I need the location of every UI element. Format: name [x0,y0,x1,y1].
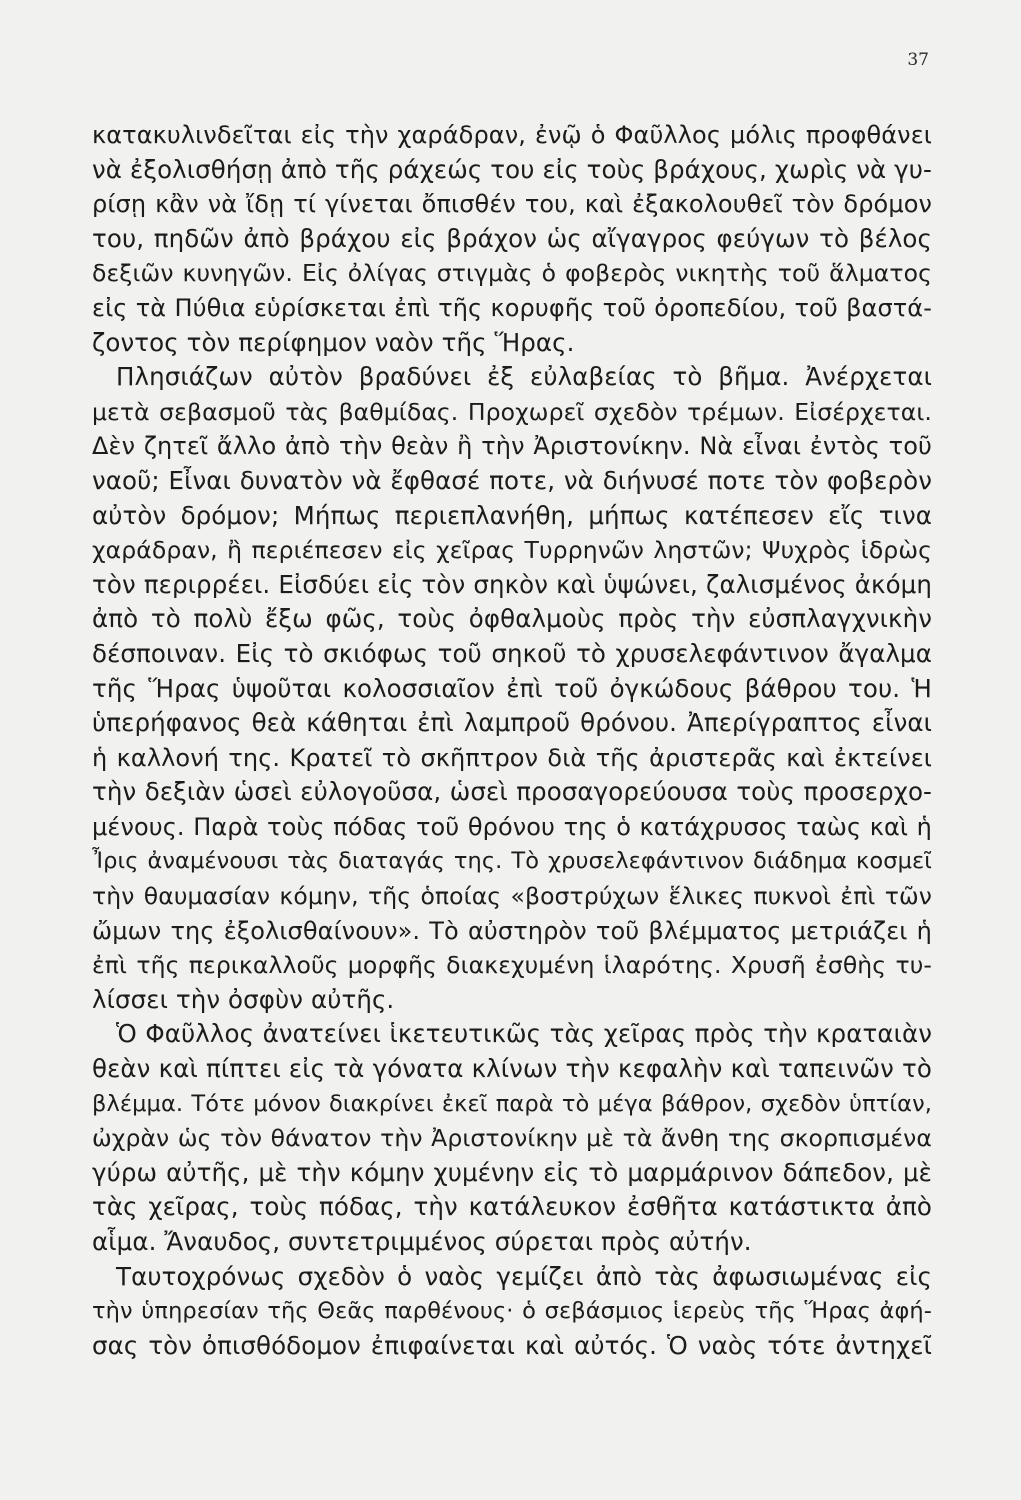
text-line: ἐπὶ τῆς περικαλλοῦς μορφῆς διακεχυμένη ἱλαρότης. Χρυσῆ ἐσθὴς τυ- [92,951,932,980]
text-line: μετὰ σεβασμοῦ τὰς βαθμίδας. Προχωρεῖ σχεδὸν τρέμων. Εἰσέρχεται. [92,397,932,426]
text-line: ὤμων της ἐξολισθαίνουν». Τὸ αὐστηρὸν τοῦ βλέμματος μετριάζει ἡ [92,916,932,945]
text-line: δέσποιναν. Εἰς τὸ σκιόφως τοῦ σηκοῦ τὸ χρυσελεφάντινον ἄγαλμα [92,638,932,668]
text-line: ὑπερήφανος θεὰ κάθηται ἐπὶ λαμπροῦ θρόνου. Ἀπερίγραπτος εἶναι [92,708,932,738]
page-number: 37 [907,50,929,70]
text-line: χαράδραν, ἢ περιέπεσεν εἰς χεῖρας Τυρρηνῶν ληστῶν; Ψυχρὸς ἱδρὼς [92,536,932,565]
text-line: τῆς Ἥρας ὑψοῦται κολοσσιαῖον ἐπὶ τοῦ ὀγκώδους βάθρου του. Ἡ [92,673,932,703]
text-line: αὐτὸν δρόμον; Μήπως περιεπλανήθη, μήπως κατέπεσεν εἴς τινα [92,500,932,530]
text-line: τὴν δεξιὰν ὡσεὶ εὐλογοῦσα, ὡσεὶ προσαγορεύουσα τοὺς προσερχο- [92,777,932,807]
text-line: τὸν περιρρέει. Εἰσδύει εἰς τὸν σηκὸν καὶ ὑψώνει, ζαλισμένος ἀκόμη [92,569,932,599]
text-line: λίσσει τὴν ὀσφὺν αὐτῆς. [92,984,395,1014]
text-line: κατακυλινδεῖται εἰς τὴν χαράδραν, ἐνῷ ὁ Φαῦλλος μόλις προφθάνει [92,121,932,149]
text-line: ὠχρὰν ὡς τὸν θάνατον τὴν Ἀριστονίκην μὲ τὰ ἄνθη της σκορπισμένα [92,1124,932,1153]
text-line: βλέμμα. Τότε μόνον διακρίνει ἐκεῖ παρὰ τὸ μέγα βάθρον, σχεδὸν ὑπτίαν, [92,1090,932,1117]
text-line: σας τὸν ὀπισθόδομον ἐπιφαίνεται καὶ αὐτός. Ὁ ναὸς τότε ἀντηχεῖ [92,1330,932,1360]
text-line: τὴν θαυμασίαν κόμην, τῆς ὁποίας «βοστρύχων ἕλικες πυκνοὶ ἐπὶ τῶν [92,882,932,911]
text-line: μένους. Παρὰ τοὺς πόδας τοῦ θρόνου της ὁ κατάχρυσος ταὼς καὶ ἡ [92,812,932,841]
text-line: εἰς τὰ Πύθια εὑρίσκεται ἐπὶ τῆς κορυφῆς τοῦ ὀροπεδίου, τοῦ βαστά- [92,293,932,322]
text-line: ζοντος τὸν περίφημον ναὸν τῆς Ἥρας. [92,327,575,357]
text-line: του, πηδῶν ἀπὸ βράχου εἰς βράχον ὡς αἴγαγρος φεύγων τὸ βέλος [92,223,932,253]
text-line: δεξιῶν κυνηγῶν. Εἰς ὀλίγας στιγμὰς ὁ φοβερὸς νικητὴς τοῦ ἅλματος [92,259,932,288]
text-line: Ἶρις ἀναμένουσι τὰς διαταγάς της. Τὸ χρυσελεφάντινον διάδημα κοσμεῖ [92,848,932,875]
text-line: τὴν ὑπηρεσίαν τῆς Θεᾶς παρθένους· ὁ σεβάσμιος ἱερεὺς τῆς Ἥρας ἀφή- [92,1298,932,1325]
text-line: ἡ καλλονή της. Κρατεῖ τὸ σκῆπτρον διὰ τῆς ἀριστερᾶς καὶ ἐκτείνει [92,743,932,772]
text-line: ναοῦ; Εἶναι δυνατὸν νὰ ἔφθασέ ποτε, νὰ διήνυσέ ποτε τὸν φοβερὸν [92,465,932,495]
body-text [92,118,932,1363]
text-line: αἷμα. Ἄναυδος, συντετριμμένος σύρεται πρὸς αὐτήν. [92,1227,752,1256]
text-line: Ὁ Φαῦλλος ἀνατείνει ἱκετευτικῶς τὰς χεῖρας πρὸς τὴν κραταιὰν [116,1019,932,1049]
text-line: νὰ ἐξολισθήσῃ ἀπὸ τῆς ράχεώς του εἰς τοὺς βράχους, χωρὶς νὰ γυ- [92,154,932,184]
text-line: ρίσῃ κἂν νὰ ἴδῃ τί γίνεται ὄπισθέν του, καὶ ἐξακολουθεῖ τὸν δρόμον [92,190,932,219]
text-line: Πλησιάζων αὐτὸν βραδύνει ἐξ εὐλαβείας τὸ βῆμα. Ἀνέρχεται [116,362,932,392]
text-line: ἀπὸ τὸ πολὺ ἔξω φῶς, τοὺς ὀφθαλμοὺς πρὸς τὴν εὐσπλαγχνικὴν [92,604,932,634]
text-line: Δὲν ζητεῖ ἄλλο ἀπὸ τὴν θεὰν ἢ τὴν Ἀριστονίκην. Νὰ εἶναι ἐντὸς τοῦ [92,432,932,461]
text-line: γύρω αὐτῆς, μὲ τὴν κόμην χυμένην εἰς τὸ μαρμάρινον δάπεδον, μὲ [92,1157,932,1187]
text-line: Ταυτοχρόνως σχεδὸν ὁ ναὸς γεμίζει ἀπὸ τὰς ἀφωσιωμένας εἰς [116,1261,932,1291]
text-line: τὰς χεῖρας, τοὺς πόδας, τὴν κατάλευκον ἐσθῆτα κατάστικτα ἀπὸ [92,1192,932,1222]
text-line: θεὰν καὶ πίπτει εἰς τὰ γόνατα κλίνων τὴν κεφαλὴν καὶ ταπεινῶν τὸ [92,1054,932,1084]
